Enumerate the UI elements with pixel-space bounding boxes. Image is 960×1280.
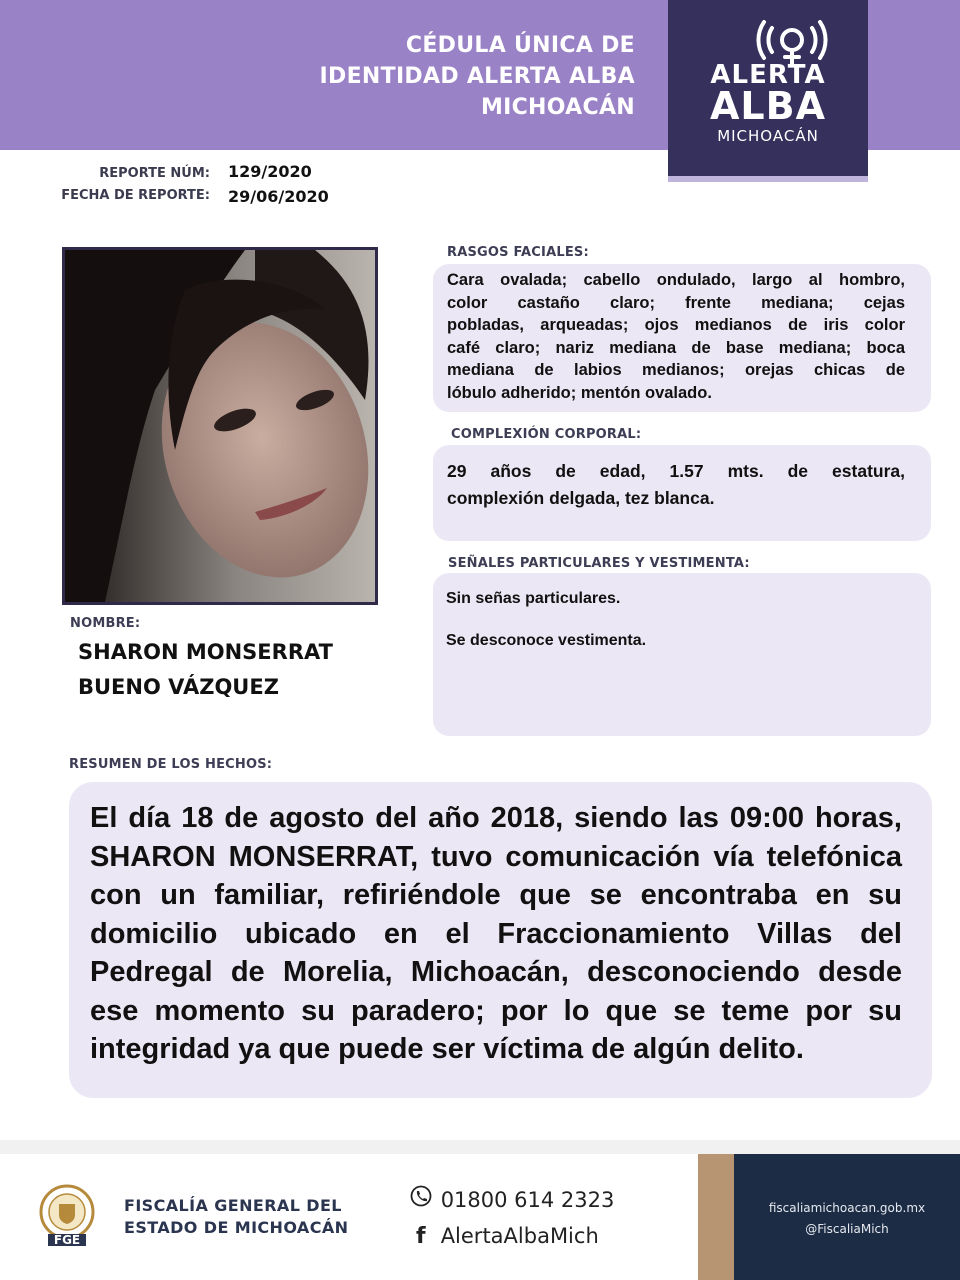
website-link[interactable]: fiscaliamichoacan.gob.mx (768, 1201, 926, 1215)
footer-divider (0, 1140, 960, 1154)
name-label: NOMBRE: (70, 616, 141, 631)
facebook-contact[interactable] (410, 1224, 599, 1249)
marks-text: Sin señas particulares. (446, 590, 621, 607)
title-line-3: MICHOACÁN (480, 95, 635, 120)
person-name-line-1: SHARON MONSERRAT (78, 640, 333, 664)
phone-contact (410, 1185, 614, 1212)
twitter-handle[interactable]: @FiscaliaMich (805, 1222, 889, 1236)
build-line-2: complexión delgada, tez blanca. (447, 488, 715, 508)
org-line-2: ESTADO DE MICHOACÁN (124, 1218, 349, 1237)
portrait-image (65, 250, 375, 602)
clothing-text: Se desconoce vestimenta. (446, 632, 647, 649)
report-number: 129/2020 (228, 162, 312, 181)
document-title (215, 30, 635, 123)
fge-seal-text: FGE (53, 1233, 81, 1247)
report-number-label: REPORTE NÚM: (99, 166, 210, 181)
summary-text: El día 18 de agosto del año 2018, siendo las 09:00 horas, SHARON MONSERRAT, tuvo comunicación vía telefónica con un familiar, refiriéndole que se encontraba en su domicilio ubicado en el Fraccionamiento Villas del Pedregal de Morelia, Michoacán, desconociendo desde ese momento su paradero; por lo que se teme por su integridad ya que puede ser víctima de algún delito. (90, 802, 902, 1065)
person-name-line-2: BUENO VÁZQUEZ (78, 675, 279, 699)
report-date: 29/06/2020 (228, 187, 329, 206)
facebook-icon: f (416, 1224, 426, 1249)
phone-icon (410, 1185, 434, 1212)
marks-clothing-label: SEÑALES PARTICULARES Y VESTIMENTA: (448, 556, 750, 571)
missing-person-photo (62, 247, 378, 605)
body-build-label: COMPLEXIÓN CORPORAL: (451, 427, 642, 442)
facial-line-4: café claro; nariz mediana de base mediana; boca (447, 338, 905, 357)
build-line-1: 29 años de edad, 1.57 mts. de estatura, (447, 461, 905, 481)
facial-line-5: mediana de labios medianos; orejas chicas de (447, 361, 905, 380)
body-build-text (447, 458, 905, 512)
logo-word-michoacan: MICHOACÁN (717, 127, 819, 145)
facebook-handle[interactable]: AlertaAlbaMich (440, 1224, 599, 1248)
facial-line-3: pobladas, arqueadas; ojos medianos de iris color (447, 316, 905, 335)
org-line-1: FISCALÍA GENERAL DEL (124, 1196, 342, 1215)
title-line-1: CÉDULA ÚNICA DE (405, 33, 635, 58)
title-line-2: IDENTIDAD ALERTA ALBA (319, 64, 635, 89)
facial-features-label: RASGOS FACIALES: (447, 245, 589, 260)
organization-name (124, 1195, 348, 1239)
facial-line-1: Cara ovalada; cabello ondulado, largo al hombro, (447, 271, 905, 289)
footer-accent-bar (698, 1154, 734, 1280)
facial-line-2: color castaño claro; frente mediana; cejas (447, 293, 905, 312)
logo-word-alba: ALBA (710, 84, 826, 128)
logo-word-alerta: ALERTA (710, 60, 826, 90)
facial-features-text (447, 269, 905, 405)
alerta-alba-logo (668, 0, 868, 182)
facial-line-6: lóbulo adherido; mentón ovalado. (447, 383, 712, 402)
report-date-label: FECHA DE REPORTE: (61, 188, 210, 203)
phone-number: 01800 614 2323 (440, 1188, 615, 1212)
footer-web-panel (734, 1154, 960, 1280)
summary-label: RESUMEN DE LOS HECHOS: (69, 757, 273, 772)
